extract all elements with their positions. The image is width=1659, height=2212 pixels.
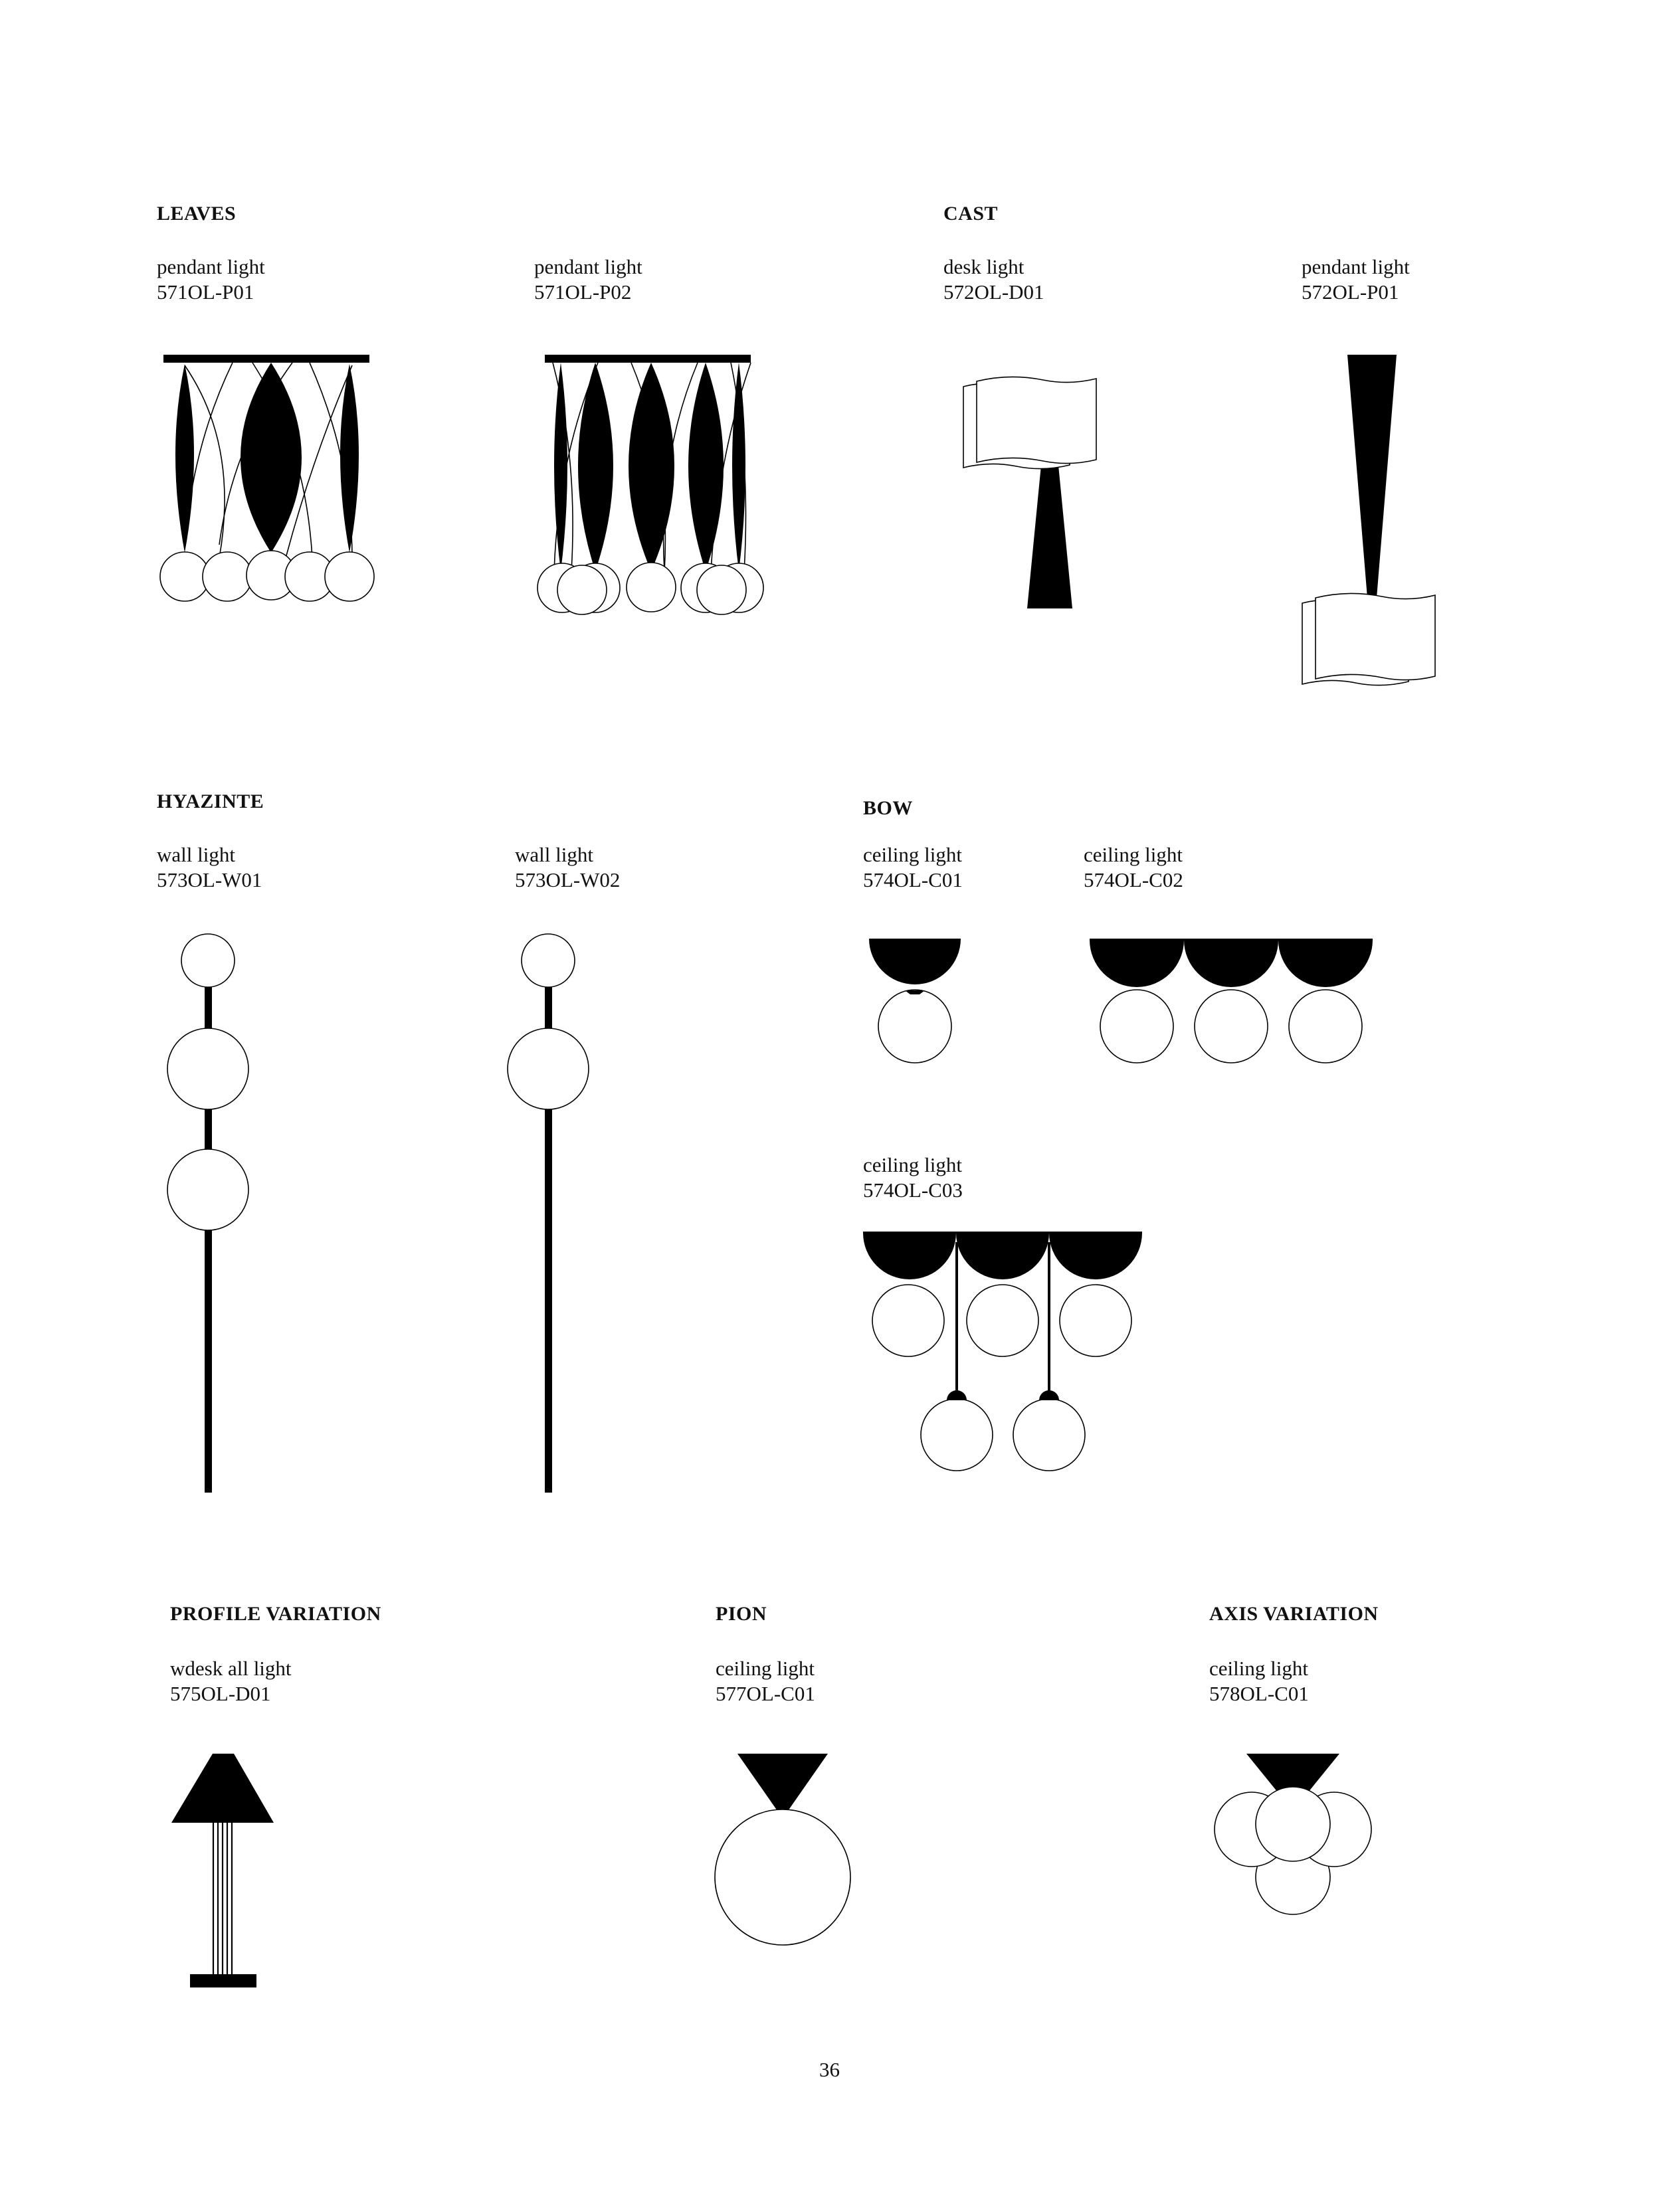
product-type: pendant light [534, 255, 642, 278]
product-code: 573OL-W01 [157, 868, 262, 891]
illustration-571ol-p01 [153, 345, 379, 611]
illustration-574ol-c01 [864, 933, 970, 1066]
illustration-575ol-d01 [166, 1747, 286, 1993]
desk-lamp-drawing [166, 1747, 286, 1993]
illustration-572ol-p01 [1289, 345, 1448, 691]
ceiling-light-drawing [1083, 933, 1375, 1066]
product-label-572ol-d01 [943, 254, 1044, 305]
product-label-573ol-w02 [515, 842, 620, 893]
ceiling-light-drawing [860, 1229, 1153, 1481]
illustration-577ol-c01 [704, 1747, 864, 1960]
product-label-573ol-w01 [157, 842, 262, 893]
illustration-574ol-c02 [1083, 933, 1375, 1066]
product-type: wall light [515, 843, 593, 866]
illustration-573ol-w01 [159, 933, 259, 1495]
product-code: 572OL-D01 [943, 280, 1044, 304]
illustration-572ol-d01 [950, 372, 1123, 611]
product-code: 578OL-C01 [1209, 1682, 1309, 1705]
product-type: pendant light [157, 255, 265, 278]
product-code: 574OL-C03 [863, 1178, 963, 1202]
pendant-light-drawing [532, 345, 771, 624]
ceiling-light-drawing [1196, 1747, 1395, 1920]
wall-light-drawing [500, 933, 599, 1495]
product-label-572ol-p01 [1302, 254, 1410, 305]
product-type: wdesk all light [170, 1657, 292, 1680]
ceiling-light-drawing [704, 1747, 864, 1960]
product-label-574ol-c01 [863, 842, 963, 893]
product-label-574ol-c02 [1084, 842, 1183, 893]
illustration-573ol-w02 [500, 933, 599, 1495]
desk-light-drawing [950, 372, 1123, 611]
product-code: 571OL-P02 [534, 280, 632, 304]
product-type: ceiling light [863, 1153, 962, 1176]
product-label-571ol-p02 [534, 254, 642, 305]
product-code: 573OL-W02 [515, 868, 621, 891]
product-type: ceiling light [1209, 1657, 1308, 1680]
section-title-profile-variation: PROFILE VARIATION [170, 1603, 381, 1625]
product-label-571ol-p01 [157, 254, 265, 305]
product-code: 577OL-C01 [716, 1682, 815, 1705]
page-number: 36 [819, 2058, 840, 2081]
section-title-hyazinte: HYAZINTE [157, 790, 264, 812]
product-type: ceiling light [863, 843, 962, 866]
section-title-cast: CAST [943, 203, 999, 225]
section-title-leaves: LEAVES [157, 203, 237, 225]
section-title-bow: BOW [863, 797, 913, 819]
product-type: pendant light [1302, 255, 1410, 278]
product-code: 574OL-C01 [863, 868, 963, 891]
product-type: ceiling light [716, 1657, 815, 1680]
product-label-578ol-c01 [1209, 1656, 1309, 1706]
illustration-574ol-c03 [860, 1229, 1153, 1481]
illustration-571ol-p02 [532, 345, 771, 624]
pendant-light-drawing [1289, 345, 1448, 691]
ceiling-light-drawing [864, 933, 970, 1066]
product-code: 574OL-C02 [1084, 868, 1183, 891]
product-type: wall light [157, 843, 235, 866]
product-code: 575OL-D01 [170, 1682, 271, 1705]
product-type: ceiling light [1084, 843, 1183, 866]
wall-light-drawing [159, 933, 259, 1495]
product-label-575ol-d01 [170, 1656, 292, 1706]
product-label-577ol-c01 [716, 1656, 815, 1706]
product-type: desk light [943, 255, 1025, 278]
pendant-light-drawing [153, 345, 379, 611]
product-label-574ol-c03 [863, 1152, 963, 1203]
illustration-578ol-c01 [1196, 1747, 1395, 1920]
product-code: 572OL-P01 [1302, 280, 1399, 304]
section-title-axis-variation: AXIS VARIATION [1209, 1603, 1379, 1625]
product-code: 571OL-P01 [157, 280, 254, 304]
section-title-pion: PION [716, 1603, 767, 1625]
